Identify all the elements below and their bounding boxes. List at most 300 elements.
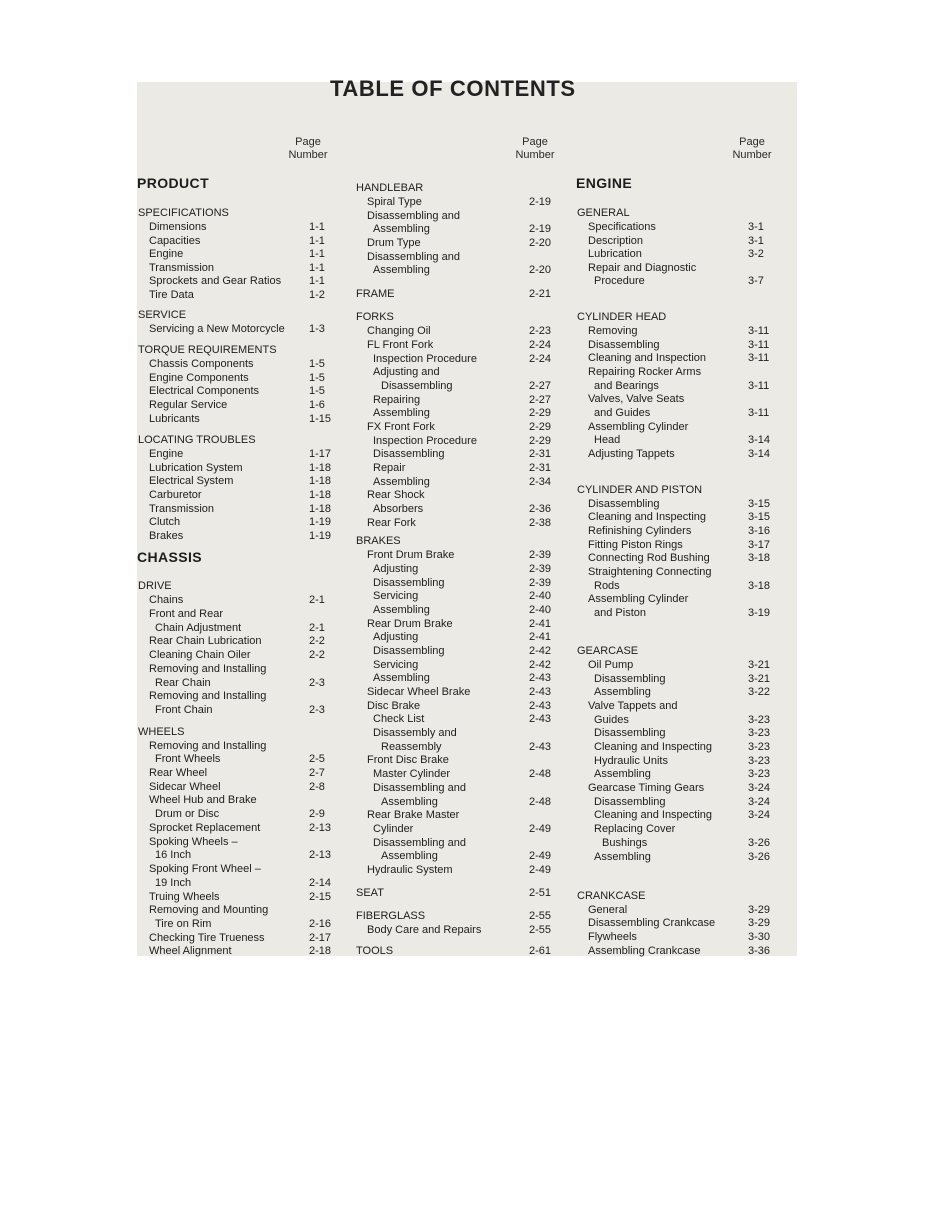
toc-entry [576,338,776,352]
toc-entry-title: FX Front Fork [367,421,435,433]
toc-entry-title: Sidecar Wheel Brake [367,686,471,698]
toc-page-number: 3-22 [748,686,771,698]
toc-page-number: 2-19 [529,223,552,235]
toc-entry [355,379,555,393]
toc-entry-title: Assembling [373,223,430,235]
toc-entry-title: Disassembling and [373,782,466,794]
toc-entry [355,209,555,223]
toc-page-number: 2-13 [309,822,332,834]
toc-entry-title: Servicing [373,659,419,671]
toc-page-number: 3-18 [748,552,771,564]
toc-entry [576,658,776,672]
toc-entry-title: TORQUE REQUIREMENTS [138,344,277,356]
toc-entry-title: Fitting Piston Rings [588,539,683,551]
toc-entry [576,579,776,593]
toc-page-number: 2-19 [529,196,552,208]
toc-group-heading [576,644,776,658]
toc-entry-title: Bushings [602,837,648,849]
toc-entry [576,740,776,754]
toc-entry-title: Disassembling and [367,210,460,222]
toc-entry-title: Assembling Crankcase [588,945,701,957]
toc-page-number: 1-17 [309,448,332,460]
toc-entry [355,195,555,209]
toc-entry [355,461,555,475]
toc-page-number: 3-11 [748,352,770,364]
toc-page-number: 2-24 [529,353,552,365]
toc-entry-title: Disassembling and [373,837,466,849]
toc-page-number: 1-18 [309,503,332,515]
toc-group-heading [355,944,555,958]
toc-entry [137,931,333,945]
toc-page-number: 1-5 [309,385,325,397]
toc-page-number: 1-1 [309,248,325,260]
toc-page-number: 3-23 [748,768,771,780]
toc-page-number: 2-14 [309,877,332,889]
toc-entry [137,371,333,385]
toc-entry [576,726,776,740]
page-number-header: Page Number [288,136,328,161]
toc-entry [137,793,333,807]
toc-entry [137,502,333,516]
toc-page-number: 2-41 [529,631,552,643]
toc-page-number: 2-39 [529,577,552,589]
toc-page-number: 2-43 [529,700,552,712]
toc-entry-title: Front Wheels [155,753,221,765]
toc-entry [355,516,555,530]
toc-entry [137,944,333,958]
toc-entry [137,876,333,890]
toc-entry [137,739,333,753]
toc-page-number: 3-1 [748,221,764,233]
toc-entry-title: Disassembling [588,498,660,510]
toc-page-number: 3-11 [748,407,770,419]
toc-page-number: 2-36 [529,503,552,515]
toc-entry [355,781,555,795]
toc-page-number: 1-2 [309,289,325,301]
toc-page-number: 3-24 [748,796,771,808]
toc-entry [137,689,333,703]
toc-entry-title: Front Chain [155,704,213,716]
toc-page-number: 3-23 [748,755,771,767]
toc-page-number: 2-43 [529,686,552,698]
toc-entry-title: CYLINDER AND PISTON [577,484,703,496]
toc-entry [137,398,333,412]
toc-entry [137,357,333,371]
toc-entry [355,863,555,877]
toc-entry [137,488,333,502]
toc-group-heading [137,579,333,593]
toc-page-number: 1-19 [309,530,332,542]
toc-page-number: 3-2 [748,248,764,260]
toc-entry [576,713,776,727]
toc-entry [355,250,555,264]
toc-entry-title: Front Drum Brake [367,549,455,561]
toc-entry-title: LOCATING TROUBLES [138,434,256,446]
toc-entry [137,917,333,931]
toc-entry [355,671,555,685]
toc-page-number: 2-2 [309,649,325,661]
toc-entry [576,565,776,579]
toc-entry-title: Reassembly [381,741,442,753]
toc-entry [355,475,555,489]
toc-entry [355,222,555,236]
toc-entry [576,767,776,781]
toc-entry-title: Disassembling [594,673,666,685]
toc-entry-title: Clutch [149,516,181,528]
toc-page-number: 2-49 [529,864,552,876]
toc-entry-title: Disassembly and [373,727,457,739]
toc-page-number: 2-48 [529,796,552,808]
toc-entry [137,288,333,302]
toc-entry [576,795,776,809]
toc-entry-title: Adjusting [373,563,419,575]
toc-entry [576,699,776,713]
toc-page-number: 3-26 [748,851,771,863]
toc-entry-title: Inspection Procedure [373,353,477,365]
toc-page-number: 2-20 [529,264,552,276]
toc-entry [355,630,555,644]
toc-entry-title: Drum or Disc [155,808,220,820]
toc-entry-title: Flywheels [588,931,637,943]
toc-page-number: 2-31 [529,462,552,474]
toc-entry-title: Body Care and Repairs [367,924,482,936]
toc-page-number: 3-23 [748,714,771,726]
toc-page-number: 1-1 [309,262,325,274]
toc-entry-title: Spoking Wheels – [149,836,238,848]
toc-page-number: 2-1 [309,622,325,634]
toc-entry-title: Engine Components [149,372,249,384]
toc-entry-title: ENGINE [576,175,633,191]
toc-entry-title: Assembling [594,686,651,698]
toc-entry-title: Connecting Rod Bushing [588,552,710,564]
toc-page-number: 3-14 [748,434,771,446]
toc-entry [576,592,776,606]
toc-group-heading [576,889,776,903]
toc-entry-title: and Piston [594,607,646,619]
toc-page-number: 2-48 [529,768,552,780]
toc-entry-title: Truing Wheels [149,891,220,903]
toc-entry-title: Servicing a New Motorcycle [149,323,285,335]
toc-entry-title: Repair [373,462,406,474]
toc-page-number: 2-39 [529,563,552,575]
toc-page-number: 2-38 [529,517,552,529]
toc-entry-title: BRAKES [356,535,401,547]
toc-entry [576,850,776,864]
toc-entry-title: Chassis Components [149,358,254,370]
toc-entry-title: Procedure [594,275,645,287]
toc-page-number: 3-19 [748,607,771,619]
toc-page-number: 2-27 [529,394,552,406]
toc-group-heading [355,886,555,900]
toc-entry [355,644,555,658]
toc-entry-title: Drum Type [367,237,421,249]
toc-entry-title: Spoking Front Wheel – [149,863,261,875]
toc-entry-title: Gearcase Timing Gears [588,782,705,794]
toc-entry-title: Refinishing Cylinders [588,525,692,537]
toc-entry-title: Replacing Cover [594,823,676,835]
toc-group-heading [137,725,333,739]
toc-entry [355,576,555,590]
toc-entry [137,807,333,821]
toc-entry-title: Removing [588,325,638,337]
toc-page-number: 3-26 [748,837,771,849]
toc-entry-title: Dimensions [149,221,207,233]
toc-page-number: 2-13 [309,849,332,861]
toc-entry-title: Capacities [149,235,201,247]
page-title: TABLE OF CONTENTS [330,76,576,101]
toc-group-heading [137,433,333,447]
toc-entry-title: PRODUCT [137,175,210,191]
toc-page-number: 1-1 [309,235,325,247]
toc-entry [576,234,776,248]
toc-entry-title: Head [594,434,621,446]
toc-entry-title: Transmission [149,262,214,274]
toc-page-number: 2-40 [529,604,552,616]
toc-entry-title: FRAME [356,288,395,300]
toc-group-heading [355,310,555,324]
toc-entry-title: Assembling [594,851,651,863]
toc-entry [355,548,555,562]
toc-entry [137,676,333,690]
toc-page-number: 2-61 [529,945,552,957]
toc-entry-title: Engine [149,248,184,260]
toc-entry [576,420,776,434]
toc-entry-title: Changing Oil [367,325,431,337]
toc-entry [137,766,333,780]
toc-entry-title: GEARCASE [577,645,639,657]
toc-entry-title: Adjusting [373,631,419,643]
toc-entry [355,406,555,420]
toc-entry-title: Guides [594,714,629,726]
toc-group-heading [576,483,776,497]
toc-page-number: 1-1 [309,221,325,233]
toc-group-heading [576,206,776,220]
toc-page-number: 2-42 [529,659,552,671]
toc-entry [576,916,776,930]
toc-entry [137,752,333,766]
toc-page-number: 2-20 [529,237,552,249]
toc-entry-title: CHASSIS [137,549,203,565]
toc-entry [355,740,555,754]
toc-entry [576,447,776,461]
toc-entry-title: Valves, Valve Seats [588,393,685,405]
toc-page-number: 2-49 [529,850,552,862]
toc-page-number: 3-36 [748,945,771,957]
toc-entry-title: CYLINDER HEAD [577,311,667,323]
toc-page-number: 1-5 [309,372,325,384]
toc-page-number: 3-18 [748,580,771,592]
toc-group-heading [355,181,555,195]
toc-entry-title: Check List [373,713,425,725]
toc-entry [355,699,555,713]
toc-page-number: 3-7 [748,275,764,287]
toc-page-number: 3-21 [748,659,771,671]
toc-entry [576,754,776,768]
toc-entry [576,247,776,261]
toc-entry-title: Disc Brake [367,700,421,712]
toc-entry-title: Sprocket Replacement [149,822,261,834]
toc-entry [355,822,555,836]
toc-entry-title: Assembling [373,604,430,616]
toc-entry-title: Servicing [373,590,419,602]
toc-entry-title: Spiral Type [367,196,422,208]
toc-page-number: 2-42 [529,645,552,657]
toc-page-number: 2-7 [309,767,325,779]
toc-entry [355,338,555,352]
toc-page-number: 1-5 [309,358,325,370]
toc-entry-title: WHEELS [138,726,185,738]
toc-section-heading [137,548,333,566]
toc-entry [355,685,555,699]
toc-page-number: 3-11 [748,325,770,337]
toc-entry [576,822,776,836]
toc-entry-title: Transmission [149,503,214,515]
toc-entry [355,434,555,448]
toc-entry-title: Inspection Procedure [373,435,477,447]
toc-page-number: 3-15 [748,498,771,510]
toc-entry-title: Lubricants [149,413,200,425]
toc-entry [576,351,776,365]
toc-page-number: 2-29 [529,407,552,419]
toc-page-number: 1-6 [309,399,325,411]
toc-entry [355,502,555,516]
toc-entry [137,461,333,475]
toc-page-number: 2-31 [529,448,552,460]
toc-entry-title: Cylinder [373,823,414,835]
toc-entry [355,767,555,781]
toc-entry [137,903,333,917]
toc-entry-title: Adjusting Tappets [588,448,675,460]
toc-entry [355,324,555,338]
toc-entry [576,538,776,552]
toc-page-number: 2-29 [529,435,552,447]
toc-entry [576,261,776,275]
toc-entry-title: Chains [149,594,184,606]
toc-entry [576,903,776,917]
toc-entry-title: Wheel Hub and Brake [149,794,257,806]
toc-entry-title: Disassembling [594,727,666,739]
toc-entry-title: Disassembling [588,339,660,351]
toc-entry [137,648,333,662]
page-number-header: Page Number [732,136,772,161]
toc-entry [355,712,555,726]
toc-entry-title: Valve Tappets and [588,700,678,712]
toc-entry-title: Disassembling Crankcase [588,917,716,929]
toc-page-number: 2-43 [529,713,552,725]
toc-page-number: 2-39 [529,549,552,561]
toc-entry [576,930,776,944]
toc-page-number: 2-18 [309,945,332,957]
toc-entry [355,658,555,672]
toc-entry-title: TOOLS [356,945,394,957]
toc-entry [355,753,555,767]
toc-entry [137,261,333,275]
toc-entry [576,808,776,822]
toc-entry [137,821,333,835]
toc-entry [576,406,776,420]
toc-entry-title: Wheel Alignment [149,945,232,957]
toc-entry [137,220,333,234]
toc-entry-title: HANDLEBAR [356,182,424,194]
toc-page-number: 2-41 [529,618,552,630]
toc-entry [355,393,555,407]
toc-entry [576,392,776,406]
toc-entry [137,384,333,398]
toc-entry-title: Assembling [594,768,651,780]
toc-page-number: 1-18 [309,489,332,501]
toc-entry [576,274,776,288]
toc-entry [137,234,333,248]
toc-entry-title: Rear Shock [367,489,425,501]
toc-entry [576,365,776,379]
toc-entry-title: Cleaning Chain Oiler [149,649,251,661]
toc-page-number: 3-29 [748,917,771,929]
toc-page-number: 2-24 [529,339,552,351]
toc-page-number: 2-8 [309,781,325,793]
toc-page-number: 2-51 [529,887,552,899]
toc-entry [576,379,776,393]
toc-entry-title: Hydraulic System [367,864,453,876]
toc-entry-title: Checking Tire Trueness [149,932,265,944]
toc-entry [576,433,776,447]
toc-entry-title: Master Cylinder [373,768,451,780]
toc-entry [576,220,776,234]
toc-entry-title: Assembling Cylinder [588,421,689,433]
toc-entry-title: and Bearings [594,380,659,392]
toc-entry [576,551,776,565]
toc-entry [576,606,776,620]
toc-entry [137,515,333,529]
toc-entry-title: Rods [594,580,620,592]
toc-group-heading [137,308,333,322]
toc-page-number: 1-18 [309,462,332,474]
toc-entry [355,420,555,434]
toc-entry-title: Rear Brake Master [367,809,460,821]
toc-entry [576,836,776,850]
toc-entry-title: Disassembling [373,577,445,589]
toc-entry [137,607,333,621]
toc-entry-title: Disassembling [594,796,666,808]
toc-entry-title: General [588,904,628,916]
toc-entry [137,835,333,849]
toc-entry-title: Tire Data [149,289,194,301]
toc-entry [355,447,555,461]
toc-entry-title: Sidecar Wheel [149,781,221,793]
toc-group-heading [137,206,333,220]
toc-page-number: 3-17 [748,539,771,551]
toc-entry-title: Lubrication [588,248,642,260]
toc-page-number: 3-1 [748,235,764,247]
toc-entry-title: Front and Rear [149,608,223,620]
toc-entry [137,862,333,876]
toc-entry-title: Rear Fork [367,517,416,529]
toc-entry [137,621,333,635]
toc-entry [137,274,333,288]
toc-page-number: 3-24 [748,782,771,794]
toc-entry-title: Cleaning and Inspecting [594,809,713,821]
toc-page-number: 3-16 [748,525,771,537]
toc-page-number: 2-9 [309,808,325,820]
toc-entry-title: Engine [149,448,184,460]
toc-entry-title: Hydraulic Units [594,755,668,767]
toc-entry-title: Assembling Cylinder [588,593,689,605]
toc-entry-title: SEAT [356,887,384,899]
toc-entry-title: DRIVE [138,580,172,592]
toc-page-number: 2-40 [529,590,552,602]
toc-entry-title: Disassembling and [367,251,460,263]
toc-entry-title: Chain Adjustment [155,622,242,634]
toc-page-number: 3-11 [748,380,770,392]
